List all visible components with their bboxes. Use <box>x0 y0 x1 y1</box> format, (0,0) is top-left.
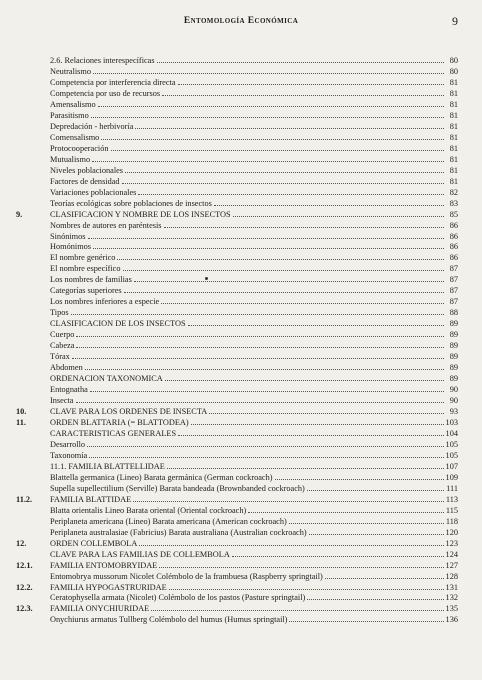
toc-row <box>0 133 482 144</box>
toc-page-number: 115 <box>445 505 458 515</box>
toc-entry <box>50 495 444 506</box>
dot-leader <box>307 599 444 600</box>
toc-row <box>0 199 482 210</box>
dot-leader <box>98 106 444 107</box>
dot-leader <box>101 139 444 140</box>
toc-page-number: 104 <box>445 428 458 438</box>
toc-page-number: 113 <box>445 494 458 504</box>
toc-entry-label: CLAVE PARA LOS ORDENES DE INSECTA <box>50 407 208 416</box>
toc-entry <box>50 517 444 528</box>
toc-page-number: 81 <box>449 110 458 120</box>
toc-entry-label: 11.1. FAMILIA BLATTELLIDAE <box>50 461 165 471</box>
toc-entry-label: Desarrollo <box>50 439 86 449</box>
toc-row <box>0 363 482 374</box>
toc-row <box>0 528 482 539</box>
dot-leader <box>72 358 444 359</box>
toc-entry-label: Factores de densidad <box>50 176 120 186</box>
toc-page-number: 86 <box>449 242 458 252</box>
toc-entry-label: Nombres de autores en paréntesis <box>50 220 162 230</box>
toc-page-number: 124 <box>445 549 458 559</box>
toc-page-number: 86 <box>449 220 458 230</box>
toc-entry-label: Cuerpo <box>50 330 75 340</box>
toc-page-number: 81 <box>449 165 458 175</box>
toc-page-number: 105 <box>445 439 458 449</box>
toc-page-number: 111 <box>446 483 458 493</box>
dot-leader <box>93 73 444 74</box>
dot-leader <box>232 556 444 557</box>
toc-entry-label: Periplaneta americana (Lineo) Barata americana (American cockroach) <box>50 516 287 526</box>
toc-row <box>0 572 482 583</box>
dot-leader <box>164 227 444 228</box>
dot-leader <box>117 259 444 260</box>
toc-entry-label: Los nombres de familias <box>50 275 132 285</box>
toc-entry-label: Entomobrya mussorum Nicolet Colémbolo de la frambuesa (Raspberry springtail) <box>50 571 323 581</box>
dot-leader <box>151 610 444 611</box>
toc-entry <box>50 67 444 78</box>
toc-entry-label: FAMILIA BLATTIDAE <box>50 494 132 504</box>
dot-leader <box>178 435 444 436</box>
toc-page-number: 103 <box>445 417 458 427</box>
toc-entry <box>50 604 444 615</box>
toc-page-number: 85 <box>449 209 458 219</box>
toc-row <box>0 374 482 385</box>
toc-page-number: 81 <box>449 88 458 98</box>
dot-leader <box>309 534 444 535</box>
toc-page-number: 120 <box>445 527 458 537</box>
dot-leader <box>76 402 445 403</box>
dot-leader <box>90 391 444 392</box>
toc-entry-label: Supella supellectilium (Serville) Barata bandeada (Brownbanded cockroach) <box>50 483 305 493</box>
toc-section-number: 9. <box>16 209 23 219</box>
dot-leader <box>325 578 444 579</box>
toc-page-number: 135 <box>445 604 458 614</box>
toc-row <box>0 583 482 594</box>
toc-page-number: 87 <box>449 297 458 307</box>
page-header <box>0 16 482 30</box>
toc-page-number: 89 <box>449 341 458 351</box>
toc-row <box>0 506 482 517</box>
toc-entry <box>50 221 444 232</box>
toc-page-number: 82 <box>449 187 458 197</box>
toc-row <box>0 604 482 615</box>
toc-entry <box>50 593 444 604</box>
toc-entry <box>50 210 444 221</box>
toc-entry <box>50 253 444 264</box>
toc-row <box>0 495 482 506</box>
toc-entry-label: El nombre específico <box>50 264 121 274</box>
toc-section-number: 12.2. <box>16 582 33 592</box>
toc-entry <box>50 177 444 188</box>
toc-page-number: 89 <box>449 352 458 362</box>
toc-entry <box>50 155 444 166</box>
toc-page-number: 81 <box>449 154 458 164</box>
toc-page-number: 81 <box>449 99 458 109</box>
toc-entry <box>50 473 444 484</box>
toc-row <box>0 539 482 550</box>
toc-row <box>0 615 482 626</box>
toc-row <box>0 242 482 253</box>
toc-page-number: 86 <box>449 253 458 263</box>
toc-section-number: 11. <box>16 417 26 427</box>
toc-page-number: 81 <box>449 143 458 153</box>
toc-row <box>0 286 482 297</box>
toc-page-number: 89 <box>449 363 458 373</box>
toc-entry <box>50 539 444 550</box>
toc-page-number: 87 <box>449 286 458 296</box>
toc-entry <box>50 122 444 133</box>
toc-page-number: 81 <box>449 132 458 142</box>
toc-row <box>0 144 482 155</box>
toc-entry-label: Sinónimos <box>50 231 86 241</box>
toc-entry-label: Depredación - herbivoría <box>50 121 134 131</box>
toc-entry <box>50 232 444 243</box>
toc-entry-label: Blattella germanica (Lineo) Barata germánica (German cockroach) <box>50 472 273 482</box>
toc-entry-label: Parasitismo <box>50 110 89 120</box>
toc-entry <box>50 451 444 462</box>
toc-entry-label: FAMILIA ONYCHIURIDAE <box>50 604 150 614</box>
dot-leader <box>76 336 444 337</box>
running-title: Entomología Económica <box>183 16 299 26</box>
dot-leader <box>178 84 444 85</box>
toc-entry <box>50 484 444 495</box>
dot-leader <box>124 292 444 293</box>
toc-entry <box>50 242 444 253</box>
toc-entry <box>50 188 444 199</box>
toc-entry-label: Insecta <box>50 396 74 406</box>
dot-leader <box>88 238 444 239</box>
table-of-contents <box>0 56 482 626</box>
toc-row <box>0 253 482 264</box>
toc-entry <box>50 78 444 89</box>
dot-leader <box>159 567 444 568</box>
toc-entry-label: Taxonomía <box>50 450 88 460</box>
toc-entry <box>50 341 444 352</box>
toc-entry-label: Teorías ecológicas sobre poblaciones de insectos <box>50 198 212 208</box>
toc-page-number: 81 <box>449 121 458 131</box>
toc-entry <box>50 396 444 407</box>
toc-row <box>0 550 482 561</box>
toc-entry-label: Mutualismo <box>50 154 91 164</box>
dot-leader <box>76 347 444 348</box>
dot-leader <box>191 424 444 425</box>
toc-entry-label: Los nombres inferiores a especie <box>50 297 160 307</box>
toc-page-number: 89 <box>449 319 458 329</box>
toc-entry <box>50 199 444 210</box>
dot-leader <box>133 501 444 502</box>
toc-entry <box>50 111 444 122</box>
toc-page-number: 128 <box>445 571 458 581</box>
toc-entry-label: Periplaneta australasiae (Fabricius) Barata australiana (Australian cockroach) <box>50 527 307 537</box>
toc-entry-label: CLASIFICACION DE LOS INSECTOS <box>50 319 186 329</box>
toc-entry <box>50 144 444 155</box>
toc-entry <box>50 462 444 473</box>
toc-entry <box>50 561 444 572</box>
toc-row <box>0 418 482 429</box>
toc-entry-label: Tórax <box>50 352 70 362</box>
dot-leader <box>307 490 444 491</box>
toc-row <box>0 100 482 111</box>
toc-row <box>0 319 482 330</box>
toc-entry-label: Comensalismo <box>50 132 100 142</box>
toc-entry-label: Competencia por interferencia directa <box>50 77 176 87</box>
toc-page-number: 83 <box>449 198 458 208</box>
toc-entry <box>50 385 444 396</box>
toc-entry-label: CLAVE PARA LAS FAMILIAS DE COLLEMBOLA <box>50 549 230 559</box>
toc-entry <box>50 363 444 374</box>
toc-entry-label: Niveles poblacionales <box>50 165 124 175</box>
toc-entry <box>50 528 444 539</box>
toc-entry-label: Cabeza <box>50 341 75 351</box>
toc-page-number: 87 <box>449 264 458 274</box>
toc-page-number: 80 <box>449 66 458 76</box>
toc-page-number: 132 <box>445 593 458 603</box>
toc-entry <box>50 56 444 67</box>
toc-row <box>0 451 482 462</box>
dot-leader <box>289 523 444 524</box>
scan-speck <box>205 277 208 280</box>
dot-leader <box>92 161 444 162</box>
dot-leader <box>214 205 444 206</box>
toc-entry-label: Abdomen <box>50 363 83 373</box>
toc-row <box>0 341 482 352</box>
toc-row <box>0 484 482 495</box>
toc-entry-label: Entognatha <box>50 385 88 395</box>
toc-section-number: 12.3. <box>16 604 33 614</box>
dot-leader <box>71 314 444 315</box>
toc-entry-label: Variaciones poblacionales <box>50 187 137 197</box>
toc-entry <box>50 297 444 308</box>
toc-row <box>0 407 482 418</box>
toc-entry <box>50 572 444 583</box>
toc-row <box>0 330 482 341</box>
toc-page-number: 105 <box>445 450 458 460</box>
toc-row <box>0 111 482 122</box>
toc-entry <box>50 275 444 286</box>
toc-row <box>0 396 482 407</box>
toc-entry-label: Ceratophysella armata (Nicolet) Colémbolo de los pastos (Pasture springtail) <box>50 593 306 603</box>
dot-leader <box>123 270 445 271</box>
toc-section-number: 12. <box>16 538 27 548</box>
dot-leader <box>162 95 444 96</box>
toc-page-number: 81 <box>449 176 458 186</box>
dot-leader <box>93 248 444 249</box>
toc-entry-label: Amensalismo <box>50 99 96 109</box>
toc-entry <box>50 166 444 177</box>
toc-entry-label: Protocooperación <box>50 143 109 153</box>
toc-page-number: 90 <box>449 396 458 406</box>
dot-leader <box>125 172 444 173</box>
dot-leader <box>233 216 444 217</box>
toc-page-number: 127 <box>445 560 458 570</box>
toc-page-number: 136 <box>445 615 458 625</box>
dot-leader <box>188 325 444 326</box>
toc-page-number: 89 <box>449 330 458 340</box>
toc-entry <box>50 583 444 594</box>
toc-entry-label: 2.6. Relaciones interespecíficas <box>50 56 155 65</box>
toc-entry <box>50 506 444 517</box>
dot-leader <box>209 413 444 414</box>
dot-leader <box>165 380 444 381</box>
toc-entry <box>50 440 444 451</box>
toc-section-number: 10. <box>16 407 27 416</box>
toc-entry-label: FAMILIA HYPOGASTRURIDAE <box>50 582 167 592</box>
toc-row <box>0 122 482 133</box>
toc-page-number: 87 <box>449 275 458 285</box>
toc-entry-label: Tipos <box>50 308 69 318</box>
toc-entry <box>50 89 444 100</box>
toc-page-number: 107 <box>445 461 458 471</box>
toc-entry-label: Blatta orientalis Lineo Barata oriental (Oriental cockroach) <box>50 505 247 515</box>
toc-section-number: 12.1. <box>16 560 33 570</box>
toc-row <box>0 166 482 177</box>
toc-entry-label: ORDEN BLATTARIA (= BLATTODEA) <box>50 417 189 427</box>
toc-entry <box>50 286 444 297</box>
toc-entry-label: Neutralismo <box>50 66 92 76</box>
toc-entry <box>50 352 444 363</box>
dot-leader <box>89 457 444 458</box>
toc-row <box>0 78 482 89</box>
toc-entry-label: Homónimos <box>50 242 92 252</box>
page-number: 9 <box>452 14 458 28</box>
toc-row <box>0 67 482 78</box>
toc-row <box>0 177 482 188</box>
toc-entry <box>50 330 444 341</box>
toc-page-number: 90 <box>449 385 458 395</box>
toc-page-number: 88 <box>449 308 458 318</box>
dot-leader <box>111 150 444 151</box>
toc-entry-label: CLASIFICACION Y NOMBRE DE LOS INSECTOS <box>50 209 231 219</box>
dot-leader <box>139 545 444 546</box>
toc-entry-label: Onychiurus armatus Tullberg Colémbolo del humus (Humus springtail) <box>50 615 288 625</box>
toc-section-number: 11.2. <box>16 494 33 504</box>
toc-page-number: 81 <box>449 77 458 87</box>
toc-entry <box>50 308 444 319</box>
toc-row <box>0 352 482 363</box>
toc-row <box>0 561 482 572</box>
toc-page-number: 131 <box>445 582 458 592</box>
dot-leader <box>87 446 444 447</box>
toc-row <box>0 188 482 199</box>
toc-row <box>0 517 482 528</box>
toc-entry-label: El nombre genérico <box>50 253 116 263</box>
dot-leader <box>122 183 444 184</box>
toc-entry <box>50 418 444 429</box>
toc-row <box>0 308 482 319</box>
toc-row <box>0 593 482 604</box>
dot-leader <box>289 621 444 622</box>
toc-page-number: 89 <box>449 374 458 384</box>
toc-entry <box>50 133 444 144</box>
dot-leader <box>85 369 444 370</box>
toc-entry <box>50 374 444 385</box>
dot-leader <box>275 479 444 480</box>
toc-entry <box>50 615 444 626</box>
toc-page-number: 93 <box>449 407 458 416</box>
toc-row <box>0 297 482 308</box>
toc-row <box>0 89 482 100</box>
toc-row <box>0 275 482 286</box>
toc-row <box>0 221 482 232</box>
dot-leader <box>248 512 444 513</box>
toc-entry-label: Categorías superiores <box>50 286 122 296</box>
toc-page-number: 123 <box>445 538 458 548</box>
toc-row <box>0 440 482 451</box>
toc-entry <box>50 407 444 418</box>
toc-row <box>0 473 482 484</box>
toc-entry <box>50 100 444 111</box>
toc-row <box>0 210 482 221</box>
dot-leader <box>91 117 444 118</box>
toc-page-number: 118 <box>445 516 458 526</box>
toc-entry-label: Competencia por uso de recursos <box>50 88 161 98</box>
toc-page-number: 80 <box>449 56 458 65</box>
toc-entry <box>50 429 444 440</box>
toc-entry <box>50 319 444 330</box>
toc-entry-label: ORDEN COLLEMBOLA <box>50 538 138 548</box>
dot-leader <box>167 468 444 469</box>
toc-row <box>0 264 482 275</box>
toc-entry-label: CARACTERISTICAS GENERALES <box>50 428 177 438</box>
dot-leader <box>138 194 444 195</box>
toc-row <box>0 462 482 473</box>
dot-leader <box>135 128 444 129</box>
toc-page-number: 109 <box>445 472 458 482</box>
dot-leader <box>134 281 444 282</box>
toc-row <box>0 155 482 166</box>
dot-leader <box>169 589 444 590</box>
toc-page-number: 86 <box>449 231 458 241</box>
toc-row <box>0 232 482 243</box>
toc-entry <box>50 550 444 561</box>
toc-row <box>0 385 482 396</box>
toc-entry <box>50 264 444 275</box>
dot-leader <box>157 62 444 63</box>
toc-entry-label: FAMILIA ENTOMOBRYIDAE <box>50 560 158 570</box>
toc-row <box>0 429 482 440</box>
toc-row <box>0 56 482 67</box>
dot-leader <box>161 303 444 304</box>
toc-entry-label: ORDENACION TAXONOMICA <box>50 374 163 384</box>
